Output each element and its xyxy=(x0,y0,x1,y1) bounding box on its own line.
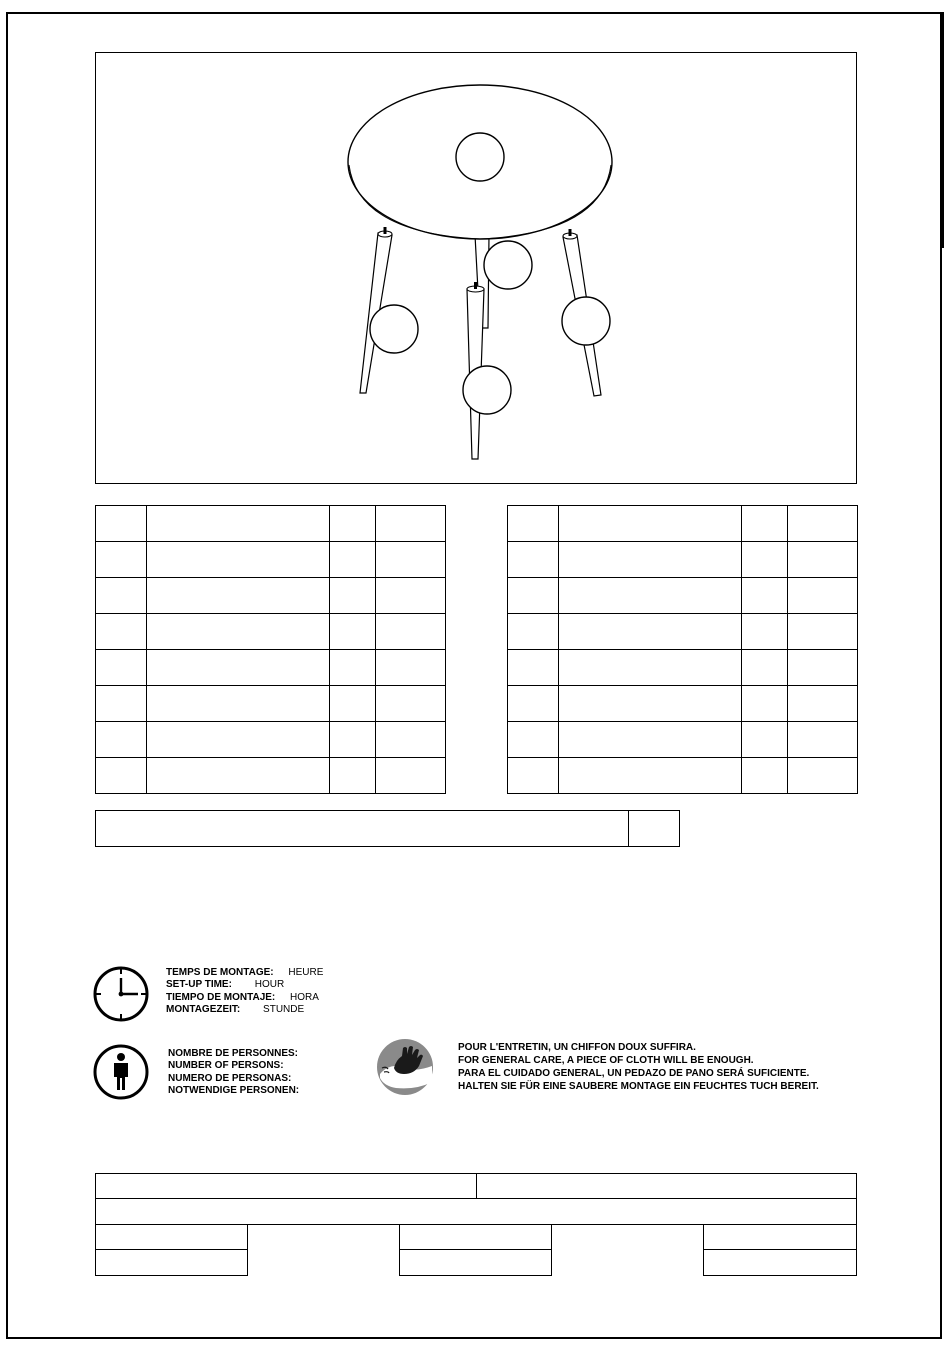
person-icon xyxy=(92,1043,150,1106)
table-row xyxy=(508,722,858,758)
care-line: PARA EL CUIDADO GENERAL, UN PEDAZO DE PANO SERÁ SUFICIENTE. xyxy=(458,1068,810,1079)
table-row xyxy=(508,614,858,650)
assembly-time-row xyxy=(166,1004,323,1016)
footer-cell xyxy=(95,1198,857,1225)
cleaning-hand-icon xyxy=(376,1038,434,1101)
table-row xyxy=(508,686,858,722)
assembly-time-label: SET-UP TIME: xyxy=(166,979,232,991)
table-row xyxy=(508,758,858,794)
footer-cell xyxy=(476,1173,857,1199)
part-callout-right-leg xyxy=(562,297,610,345)
part-callout-front-leg xyxy=(463,366,511,414)
page-edge-mark xyxy=(942,12,944,248)
table-row xyxy=(508,506,858,542)
table-row xyxy=(96,722,446,758)
assembly-time-unit: HOUR xyxy=(254,979,285,991)
part-callout-tabletop xyxy=(456,133,504,181)
table-row xyxy=(508,542,858,578)
assembly-diagram xyxy=(95,52,857,484)
footer-cell xyxy=(399,1249,552,1276)
table-row xyxy=(96,650,446,686)
parts-table-right xyxy=(507,505,858,794)
footer-grid xyxy=(95,1173,857,1276)
table-row xyxy=(96,542,446,578)
table-row xyxy=(508,650,858,686)
assembly-time-info xyxy=(166,967,323,1017)
care-line: HALTEN SIE FÜR EINE SAUBERE MONTAGE EIN FEUCHTES TUCH BEREIT. xyxy=(458,1081,819,1092)
assembly-time-unit: STUNDE xyxy=(263,1004,305,1016)
footer-cell xyxy=(703,1224,857,1250)
assembly-time-label: TIEMPO DE MONTAJE: xyxy=(166,991,276,1003)
parts-table-left xyxy=(95,505,446,794)
care-line: POUR L'ENTRETIN, UN CHIFFON DOUX SUFFIRA. xyxy=(458,1042,696,1053)
footer-cell xyxy=(95,1249,248,1276)
table-row xyxy=(96,758,446,794)
part-callout-back-leg xyxy=(484,241,532,289)
summary-table xyxy=(95,810,680,847)
assembly-time-unit: HORA xyxy=(290,991,319,1003)
table-row xyxy=(96,686,446,722)
part-callout-left-leg xyxy=(370,305,418,353)
assembly-time-unit: HEURE xyxy=(288,967,324,978)
assembly-time-row xyxy=(166,979,323,991)
clock-icon xyxy=(92,965,150,1028)
table-row xyxy=(96,506,446,542)
persons-label: NOMBRE DE PERSONNES: xyxy=(168,1048,299,1059)
footer-cell xyxy=(95,1224,248,1250)
assembly-time-label: TEMPS DE MONTAGE: xyxy=(166,967,274,978)
care-line: FOR GENERAL CARE, A PIECE OF CLOTH WILL BE ENOUGH. xyxy=(458,1055,754,1066)
care-instructions xyxy=(458,1041,819,1093)
footer-cell xyxy=(703,1249,857,1276)
assembly-time-row xyxy=(166,967,323,979)
assembly-time-label: MONTAGEZEIT: xyxy=(166,1004,241,1016)
persons-label: NOTWENDIGE PERSONEN: xyxy=(168,1085,300,1097)
persons-label: NUMERO DE PERSONAS: xyxy=(168,1072,292,1084)
table-row xyxy=(96,614,446,650)
assembly-time-row xyxy=(166,992,323,1004)
persons-label: NUMBER OF PERSONS: xyxy=(168,1060,284,1072)
footer-cell xyxy=(399,1224,552,1250)
table-row xyxy=(96,811,680,847)
persons-info xyxy=(168,1048,299,1098)
table-drawing xyxy=(96,53,856,483)
table-row xyxy=(508,578,858,614)
table-row xyxy=(96,578,446,614)
footer-cell xyxy=(95,1173,477,1199)
